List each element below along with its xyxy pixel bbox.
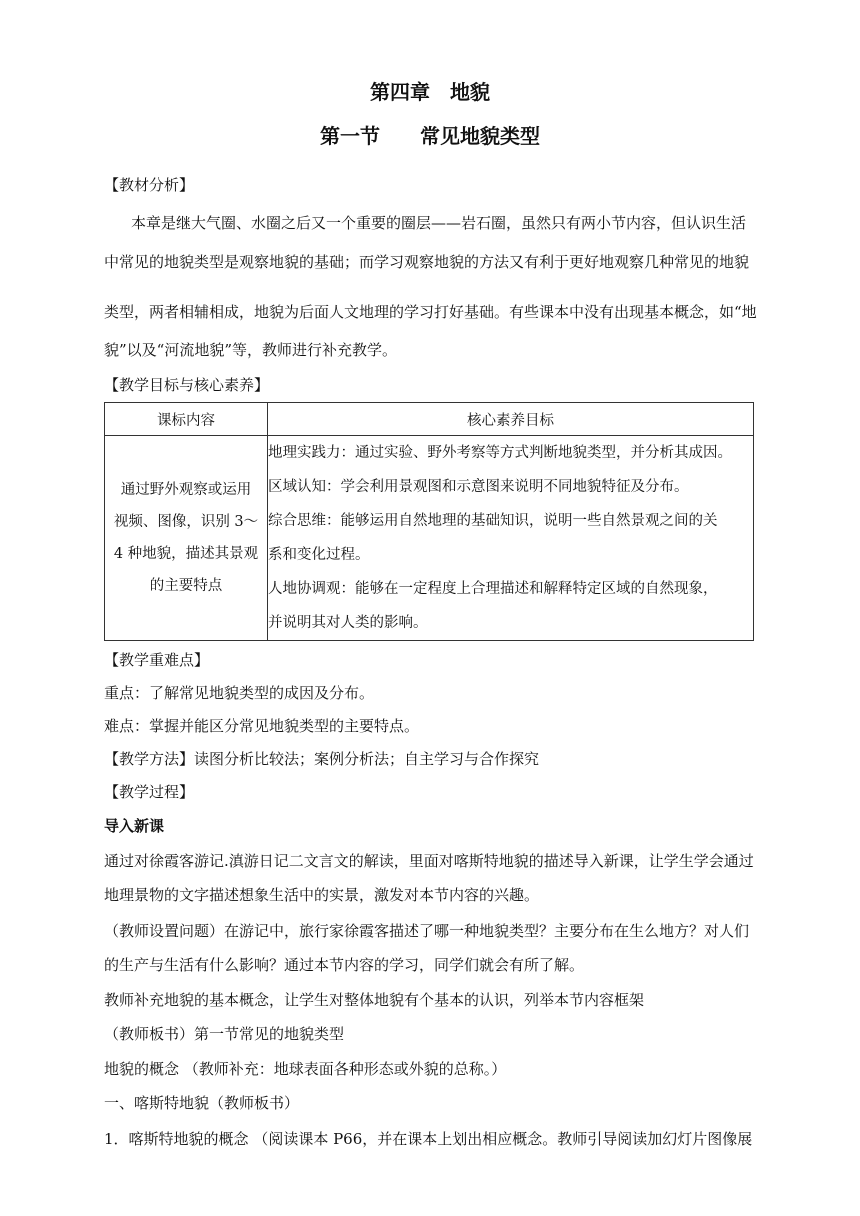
literacy-target: 地理实践力：通过实验、野外考察等方式判断地貌类型，并分析其成因。 <box>268 445 732 461</box>
literacy-target: 区域认知：学会利用景观图和示意图来说明不同地貌特征及分布。 <box>268 479 689 495</box>
literacy-targets-cell <box>268 436 754 641</box>
goals-heading: 【教学目标与核心素养】 <box>104 376 270 394</box>
process-line: 通过对徐霞客游记.滇游日记二文言文的解读，里面对喀斯特地貌的描述导入新课，让学生学会通过 <box>104 852 754 870</box>
analysis-line: 貌”以及“河流地貌”等，教师进行补充教学。 <box>104 341 398 359</box>
analysis-line: 中常见的地貌类型是观察地貌的基础；而学习观察地貌的方法又有利于更好地观察几种常见的地貌 <box>104 253 750 271</box>
literacy-target: 系和变化过程。 <box>268 547 370 563</box>
methods-text: 读图分析比较法；案例分析法；自主学习与合作探究 <box>194 750 540 768</box>
standard-line: 视频、图像，识别 3～ <box>113 514 259 530</box>
intro-heading: 导入新课 <box>104 817 165 835</box>
literacy-target: 综合思维：能够运用自然地理的基础知识，说明一些自然景观之间的关 <box>268 513 718 529</box>
analysis-line: 类型，两者相辅相成，地貌为后面人文地理的学习打好基础。有些课本中没有出现基本概念，如“地 <box>104 303 757 321</box>
column-header-standard: 课标内容 <box>105 403 268 436</box>
methods-line <box>104 748 764 769</box>
process-line: （教师板书）第一节常见的地貌类型 <box>104 1025 345 1043</box>
standard-line: 4 种地貌，描述其景观 <box>113 546 259 562</box>
process-line: 地理景物的文字描述想象生活中的实景，激发对本节内容的兴趣。 <box>104 886 540 904</box>
column-header-literacy: 核心素养目标 <box>268 403 754 436</box>
process-line: 教师补充地貌的基本概念，让学生对整体地貌有个基本的认识，列举本节内容框架 <box>104 991 645 1009</box>
section-title: 第一节 常见地貌类型 <box>320 124 540 148</box>
focus-text: 重点：了解常见地貌类型的成因及分布。 <box>104 684 375 702</box>
methods-heading: 【教学方法】 <box>104 750 195 768</box>
process-heading: 【教学过程】 <box>104 783 195 801</box>
key-points-heading: 【教学重难点】 <box>104 651 210 669</box>
analysis-line: 本章是继大气圈、水圈之后又一个重要的圈层——岩石圈，虽然只有两小节内容，但认识生活 <box>131 214 747 232</box>
literacy-target: 并说明其对人类的影响。 <box>268 615 428 631</box>
difficulty-text: 难点：掌握并能区分常见地貌类型的主要特点。 <box>104 717 420 735</box>
standard-content-cell <box>105 436 268 641</box>
literacy-target: 人地协调观：能够在一定程度上合理描述和解释特定区域的自然现象， <box>268 581 718 597</box>
standard-line: 通过野外观察或运用 <box>120 482 252 498</box>
process-line: 的生产与生活有什么影响？通过本节内容的学习，同学们就会有所了解。 <box>104 956 585 974</box>
standard-line: 的主要特点 <box>149 578 223 594</box>
table-header-row <box>105 403 754 436</box>
table-row <box>105 436 754 641</box>
process-line: 一、喀斯特地貌（教师板书） <box>104 1094 300 1112</box>
process-line: 地貌的概念 （教师补充：地球表面各种形态或外貌的总称。） <box>104 1060 507 1078</box>
process-line: 1．喀斯特地貌的概念 （阅读课本 P66，并在课本上划出相应概念。教师引导阅读加幻灯片图像展 <box>104 1130 753 1148</box>
process-line: （教师设置问题）在游记中，旅行家徐霞客描述了哪一种地貌类型？主要分布在生么地方？对人们 <box>104 922 750 940</box>
goals-table <box>104 402 754 641</box>
chapter-title: 第四章 地貌 <box>370 80 490 104</box>
analysis-heading: 【教材分析】 <box>104 176 195 194</box>
